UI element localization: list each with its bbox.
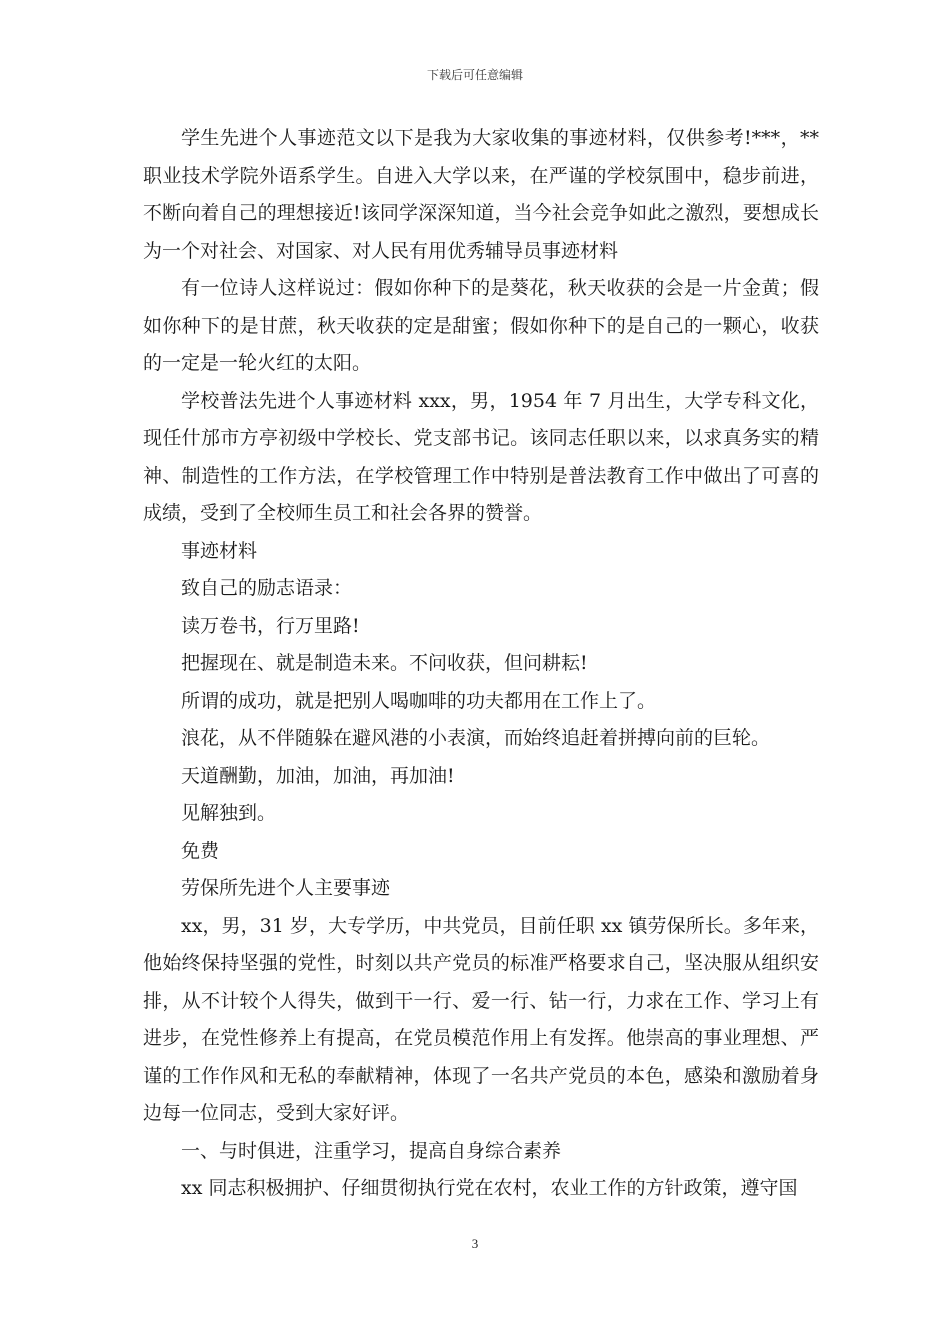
paragraph-5: xx 同志积极拥护、仔细贯彻执行党在农村，农业工作的方针政策，遵守国 [181,1177,798,1199]
line-item: 把握现在、就是制造未来。不问收获，但问耕耘! [181,652,588,674]
section-heading: 一、与时俱进，注重学习，提高自身综合素养 [181,1139,562,1162]
page-number: 3 [471,1236,479,1251]
line-item: 读万卷书，行万里路! [181,614,360,637]
paragraph-4: xx，男，31 岁，大专学历，中共党员，目前任职 xx 镇劳保所长。多年来，他始终保持坚强的党性，时刻以共产党员的标准严格要求自己，坚决服从组织安排，从不计较个人得失，做到干一行、爱一行、钻一行，力求在工作、学习上有进步，在党性修养上有提高，在党员模范作用上有发挥。他崇高的事业理想、严谨的工作作风和无私的奉献精神，体现了一名共产党员的本色，感染和激励着身边每一位同志，受到大家好评。 [143,914,819,1124]
line-item: 浪花，从不伴随躲在避风港的小表演，而始终追赶着拼搏向前的巨轮。 [181,727,771,749]
paragraph-2: 有一位诗人这样说过：假如你种下的是葵花，秋天收获的会是一片金黄；假如你种下的是甘蔗，秋天收获的定是甜蜜；假如你种下的是自己的一颗心，收获的一定是一轮火红的太阳。 [143,277,819,374]
paragraph-1: 学生先进个人事迹范文以下是我为大家收集的事迹材料，仅供参考!***，**职业技术学院外语系学生。自进入大学以来，在严谨的学校氛围中，稳步前进，不断向着自己的理想接近!该同学深深知道，当今社会竞争如此之激烈，要想成长为一个对社会、对国家、对人民有用优秀辅导员事迹材料 [143,127,819,262]
paragraph-3: 学校普法先进个人事迹材料 xxx，男，1954 年 7 月出生，大学专科文化，现任什邡市方亭初级中学校长、党支部书记。该同志任职以来，以求真务实的精神、制造性的工作方法，在学校管理工作中特别是普法教育工作中做出了可喜的成绩，受到了全校师生员工和社会各界的赞誉。 [143,389,819,524]
document-body [143,120,819,1208]
line-item: 天道酬勤，加油，加油，再加油! [181,764,455,787]
line-item: 见解独到。 [181,802,277,824]
line-item: 免费 [181,839,220,862]
line-item: 劳保所先进个人主要事迹 [181,877,391,899]
line-item: 所谓的成功，就是把别人喝咖啡的功夫都用在工作上了。 [181,689,657,712]
line-item: 致自己的励志语录： [181,577,353,599]
line-item: 事迹材料 [181,539,258,562]
header-note: 下载后可任意编辑 [426,68,523,82]
